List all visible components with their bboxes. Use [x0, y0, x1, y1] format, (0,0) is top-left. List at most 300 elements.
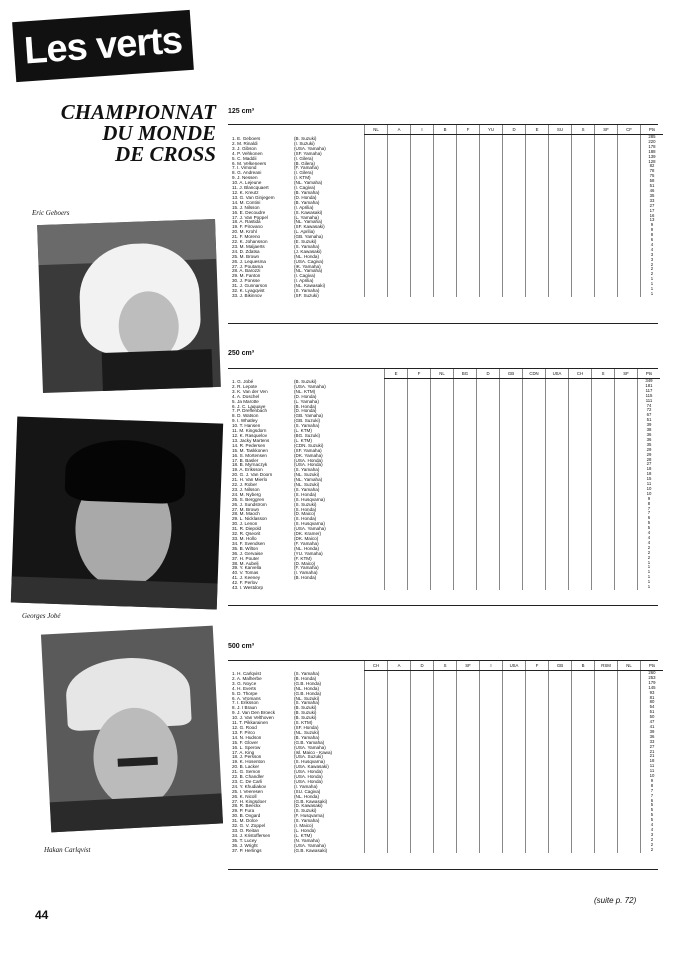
rider-team: (B. Yamaha)	[294, 199, 320, 205]
points-cell: 2	[641, 263, 664, 268]
rider-name: 26. K. Nicoll	[232, 793, 257, 799]
headline-line-1: CHAMPIONNAT	[60, 100, 216, 124]
rider-name: 33. M. Hollo	[232, 536, 257, 541]
race-cell	[503, 292, 526, 297]
rider-team: (S. Yamaha)	[294, 671, 320, 676]
headline-line-2: DU MONDE	[102, 121, 216, 145]
rider-name: 15. J. Nilsson	[232, 204, 260, 210]
points-cell: 139	[641, 155, 664, 160]
rider-team: (S. KTM)	[294, 720, 313, 726]
continued-note: (suite p. 72)	[594, 896, 637, 905]
rider-team: (S. Honda)	[294, 506, 317, 512]
column-header: SF	[615, 369, 638, 379]
caption-hakan-carlqvist: Hakan Carlqvist	[44, 846, 91, 854]
column-header: F	[526, 661, 549, 671]
rider-team: (B. Suzuki)	[294, 715, 317, 721]
points-cell: 47	[641, 720, 664, 725]
rider-team: (L. Yamaha)	[294, 214, 319, 220]
rider-team: (D. Kawasaki)	[294, 803, 323, 809]
race-cell	[431, 585, 454, 590]
rider-name: 17. J. Van Poppel	[232, 214, 268, 220]
rider-name: 8. J. I Braun	[232, 705, 257, 711]
rider-team: (Isl. Maico - Kawa)	[294, 749, 333, 755]
rider-name: 26. J. Sundstrom	[232, 501, 267, 507]
rider-name: 36. J. Wright	[232, 842, 258, 848]
rider-name: 34. F. Svendsen	[232, 540, 265, 546]
photo-georges-jobe	[11, 416, 223, 609]
points-cell: 2	[641, 843, 664, 848]
rider-team: (NL. Honda)	[294, 793, 320, 799]
column-header: CF	[618, 125, 641, 135]
rider-team: (S. Yamaha)	[294, 467, 320, 473]
results-table-125	[364, 125, 663, 297]
rider-team: (S. Honda)	[294, 491, 317, 497]
rider-name: 2. R. Lepote	[232, 383, 258, 389]
rider-team: (SF. Yamaha)	[294, 447, 322, 453]
column-header: USA	[503, 661, 526, 671]
rider-team: (SF. Honda)	[294, 724, 319, 730]
section-title-125: 125 cm³	[228, 108, 255, 115]
rider-name: 11. M. Kingsdorn	[232, 428, 267, 434]
column-header: I	[411, 125, 434, 135]
points-cell: 2	[641, 838, 664, 843]
points-cell: 1	[638, 565, 661, 570]
rider-name: 18. A. Rastida	[232, 219, 261, 225]
race-cell	[615, 585, 638, 590]
rider-team: (USA. Honda)	[294, 774, 323, 780]
column-header: SF	[457, 661, 480, 671]
points-cell: 6	[638, 516, 661, 521]
rider-name: 22. K. Johansson	[232, 239, 268, 245]
points-cell: 9	[638, 497, 661, 502]
race-cell	[385, 585, 408, 590]
rider-team: (D. Maico)	[294, 511, 316, 517]
race-cell	[477, 585, 500, 590]
points-cell: 27	[638, 462, 661, 467]
race-cell	[408, 585, 431, 590]
rider-name: 27. H. Kingsdoer	[232, 798, 267, 804]
points-cell: 3	[641, 258, 664, 263]
rider-name: 1. G. Jobé	[232, 379, 254, 384]
rider-name: 10. J. Van Velthoven	[232, 715, 274, 721]
points-cell: 1	[638, 561, 661, 566]
rider-team: (G.B. Kawasaki)	[294, 798, 328, 804]
rider-name: 32. K. Lyagqvist	[232, 288, 265, 294]
rider-team: (B. Yamaha)	[294, 734, 320, 740]
rider-team: (SF. Kawasaki)	[294, 224, 325, 230]
rider-name: 12. K. Rasquelov	[232, 432, 267, 438]
column-header: B	[572, 661, 595, 671]
rider-team: (NL. Kawasaki)	[294, 283, 326, 289]
rider-name: 41. J. Keeney	[232, 575, 261, 581]
rider-team: (SF. Suzuki)	[294, 293, 319, 298]
rider-team: (E. Suzuki)	[294, 239, 317, 245]
race-cell	[523, 585, 546, 590]
race-cell	[457, 292, 480, 297]
column-header: CH	[365, 661, 388, 671]
rider-name: 23. M. Maljaerts	[232, 243, 265, 249]
points-cell: 16	[641, 214, 664, 219]
rider-team: (USA. Honda)	[294, 778, 323, 784]
rider-team: (B. Suzuki)	[294, 705, 317, 711]
race-cell	[572, 848, 595, 853]
rider-team: (L. Aprilia)	[294, 229, 315, 235]
rider-name: 2. A. Malherbe	[232, 675, 262, 681]
table-row	[365, 292, 664, 297]
rider-team: (F. KTM)	[294, 555, 312, 561]
rider-name: 4. A. Doschel	[232, 393, 260, 399]
rider-team: (B. Honda)	[294, 575, 317, 581]
section-title-500: 500 cm³	[228, 643, 255, 650]
points-cell: 3	[641, 833, 664, 838]
rider-team: (S. Yamaha)	[294, 700, 320, 706]
points-cell: 4	[641, 823, 664, 828]
team-list-250	[294, 380, 326, 581]
rider-name: 13. G. Van Ginjegem	[232, 194, 275, 200]
rider-list-500	[232, 672, 275, 854]
table-header-row	[385, 369, 661, 379]
points-cell: 6	[641, 238, 664, 243]
rider-name: 30. J. Lenon	[232, 521, 258, 527]
rider-name: 14. N. Hudson	[232, 734, 262, 740]
race-cell	[526, 848, 549, 853]
column-header: SF	[595, 125, 618, 135]
rider-team: (I. Yamaha)	[294, 783, 318, 789]
points-cell: 260	[641, 671, 664, 676]
rider-name: 4. P. Vehkonen	[232, 150, 263, 156]
rider-team: (S. Husqvarna)	[294, 496, 325, 502]
points-cell: 36	[638, 438, 661, 443]
rider-team: (NL. Suzuki)	[294, 482, 320, 488]
rider-team: (F. Yamaha)	[294, 165, 319, 171]
column-header: NL	[431, 369, 454, 379]
column-header: BG	[454, 369, 477, 379]
column-header: RSM	[595, 661, 618, 671]
rider-team: (I. Aprilia)	[294, 278, 314, 284]
points-cell: 13	[641, 218, 664, 223]
rider-name: 10. A. Lejeune	[232, 180, 262, 186]
table-row	[385, 585, 661, 590]
column-header: GB	[500, 369, 523, 379]
rider-name: 43. I. Westdorp	[232, 585, 264, 591]
rider-team: (F. Yamaha)	[294, 565, 319, 571]
points-cell: 29	[638, 448, 661, 453]
points-cell: 2	[641, 848, 664, 853]
points-cell: 349	[638, 379, 661, 384]
points-cell: 2	[638, 546, 661, 551]
points-cell: 4	[641, 248, 664, 253]
rider-name: 22. B. Chandler	[232, 774, 264, 780]
rider-name: 6. M. Velkeneers	[232, 160, 267, 166]
rider-name: 25. I. Veeresen	[232, 788, 263, 794]
rider-team: (NL. Suzuki)	[294, 729, 320, 735]
points-cell: 111	[638, 399, 661, 404]
rider-name: 16. S. Mortensen	[232, 452, 267, 458]
points-cell: 46	[641, 189, 664, 194]
race-cell	[434, 292, 457, 297]
points-cell: 38	[638, 428, 661, 433]
rider-name: 5. C. Maddii	[232, 155, 257, 161]
points-cell: 8	[641, 233, 664, 238]
points-cell: 1	[638, 580, 661, 585]
rider-team: (B. Suzuki)	[294, 710, 317, 716]
rider-name: 20. G. J. Van Doorn	[232, 472, 273, 478]
race-cell	[503, 848, 526, 853]
rider-name: 40. V. Tomas	[232, 570, 259, 576]
rider-team: (B. Yamaha)	[294, 189, 320, 195]
points-cell: 74	[638, 404, 661, 409]
race-cell	[388, 848, 411, 853]
column-header: CH	[569, 369, 592, 379]
rider-team: (L. Yamaha)	[294, 398, 319, 404]
rider-team: (NL. Suzuki)	[294, 695, 320, 701]
race-cell	[592, 585, 615, 590]
rider-team: (USA. Honda)	[294, 457, 323, 463]
rider-team: (L. KTM)	[294, 437, 312, 443]
rider-team: (USA. Suzuki)	[294, 754, 323, 760]
points-cell: 54	[641, 705, 664, 710]
rider-name: 16. E. Decoudre	[232, 209, 266, 215]
rider-name: 29. P. Fura	[232, 808, 255, 814]
points-cell: 145	[641, 686, 664, 691]
rider-name: 9. J. Nessen	[232, 175, 258, 181]
rider-team: (D. Honda)	[294, 408, 317, 414]
points-cell: 27	[641, 204, 664, 209]
rider-name: 9. I. Whatley	[232, 418, 258, 424]
rider-name: 30. B. Ovgard	[232, 813, 261, 819]
rider-team: (DK. Maico)	[294, 536, 319, 541]
rider-team: (S. Yamaha)	[294, 288, 320, 294]
rider-list-125	[232, 137, 275, 299]
rider-team: (GB. Yamaha)	[294, 413, 323, 419]
rider-team: (NL. Honda)	[294, 253, 320, 259]
points-cell: 4	[641, 243, 664, 248]
rider-name: 22. J. Rober	[232, 482, 258, 488]
rider-name: 6. A. Vromans	[232, 695, 261, 701]
table-header-row	[365, 661, 664, 671]
points-cell: 75	[641, 174, 664, 179]
results-table-500	[364, 661, 663, 853]
rider-name: 5. Ja Marotte	[232, 398, 259, 404]
rider-name: 19. K. Hosenton	[232, 759, 265, 765]
rider-team: (S. Husqvarna)	[294, 521, 325, 527]
column-header: B	[434, 125, 457, 135]
points-cell: 10	[638, 492, 661, 497]
points-cell: 7	[641, 794, 664, 799]
race-cell	[618, 292, 641, 297]
rider-team: (NL. Honda)	[294, 685, 320, 691]
rider-team: (I. Aprilia)	[294, 204, 314, 210]
rider-team: (NL. Yamaha)	[294, 180, 323, 186]
points-cell: 3	[641, 253, 664, 258]
column-header: S	[572, 125, 595, 135]
points-cell: 2	[641, 267, 664, 272]
column-header: Pts	[641, 661, 664, 671]
rider-team: (I. Gilera)	[294, 155, 314, 161]
rider-team: (NL. Honda)	[294, 545, 320, 551]
race-cell	[480, 292, 503, 297]
rider-name: 12. G. Rood	[232, 724, 257, 730]
rider-name: 7. I. Vimond	[232, 165, 257, 171]
rider-name: 10. T. Hansen	[232, 423, 261, 429]
points-cell: 18	[638, 467, 661, 472]
rider-team: (B. Gilera)	[294, 160, 315, 166]
points-cell: 18	[641, 759, 664, 764]
rider-name: 19. A. Eriksson	[232, 467, 263, 473]
rider-name: 2. M. Rinaldi	[232, 140, 258, 146]
points-cell: 4	[641, 828, 664, 833]
points-cell: 11	[641, 769, 664, 774]
rider-team: (USA. Yamaha)	[294, 383, 326, 389]
rider-name: 38. M. Aubeli	[232, 560, 259, 566]
rider-name: 24. Y. Khudiakov	[232, 783, 267, 789]
race-cell	[365, 292, 388, 297]
rider-name: 7. I. Eriksson	[232, 700, 259, 706]
rider-team: (S. Yamaha)	[294, 423, 320, 429]
rider-name: 21. G. Semon	[232, 769, 261, 775]
rider-team: (D. Honda)	[294, 194, 317, 200]
column-header: S	[592, 369, 615, 379]
rider-name: 24. M. Nyberg	[232, 491, 261, 497]
points-cell: 9	[641, 228, 664, 233]
rider-team: (GB. Yamaha)	[294, 234, 323, 240]
rider-team: (F. Yamaha)	[294, 540, 319, 546]
rider-team: (YU. Yamaha)	[294, 550, 323, 556]
points-cell: 17	[641, 209, 664, 214]
rider-name: 13. F. Pirco	[232, 729, 255, 735]
rider-name: 33. J. Bikinnov	[232, 293, 262, 298]
rider-team: (B. Honda)	[294, 403, 317, 409]
rider-name: 20. M. Krohl	[232, 229, 257, 235]
rider-team: (USA. Yamaha)	[294, 744, 326, 750]
table-header-row	[365, 125, 664, 135]
points-cell: 5	[641, 813, 664, 818]
rider-team: (D. Maico)	[294, 560, 316, 566]
rider-name: 35. T. Lucey	[232, 837, 257, 843]
column-header: YU	[480, 125, 503, 135]
points-cell: 115	[638, 394, 661, 399]
points-cell: 2	[638, 551, 661, 556]
points-cell: 1	[641, 282, 664, 287]
rider-name: 12. K. Kreutz	[232, 189, 259, 195]
points-cell: 9	[641, 223, 664, 228]
points-cell: 18	[638, 472, 661, 477]
rider-team: (B. Suzuki)	[294, 379, 317, 384]
race-cell	[454, 585, 477, 590]
rider-team: (G.B. Honda)	[294, 680, 322, 686]
column-header: F	[408, 369, 431, 379]
team-list-125	[294, 137, 326, 299]
rider-name: 25. S. Berggren	[232, 496, 265, 502]
points-cell: 51	[638, 418, 661, 423]
rider-name: 37. H. Pouter	[232, 555, 260, 561]
rider-team: (NL. Suzuki)	[294, 472, 320, 478]
points-cell: 51	[641, 184, 664, 189]
race-cell	[365, 848, 388, 853]
points-cell: 27	[641, 745, 664, 750]
points-cell: 15	[638, 477, 661, 482]
column-header: SU	[549, 125, 572, 135]
rider-team: (L. KTM)	[294, 832, 312, 838]
column-header: NL	[365, 125, 388, 135]
points-cell: 8	[638, 502, 661, 507]
rider-team: (S. Yamaha)	[294, 243, 320, 249]
page-number: 44	[35, 908, 49, 922]
rider-name: 18. J. Persson	[232, 754, 262, 760]
rider-team: (IK. Yamaha)	[294, 263, 321, 269]
rider-team: (SU. Cagiva)	[294, 788, 321, 794]
rider-team: (L. Honda)	[294, 828, 316, 833]
column-header: S	[434, 661, 457, 671]
rider-name: 35. B. Wilton	[232, 545, 259, 551]
points-cell: 78	[641, 169, 664, 174]
race-cell	[388, 292, 411, 297]
rider-team: (F. Husqvarna)	[294, 813, 325, 819]
points-cell: 5	[641, 818, 664, 823]
rider-name: 31. M. Dolce	[232, 818, 258, 824]
race-cell	[549, 292, 572, 297]
points-cell: 1	[638, 575, 661, 580]
rider-name: 9. J. Van Den Broeck	[232, 710, 276, 716]
points-cell: 33	[641, 199, 664, 204]
headline	[40, 102, 216, 165]
race-cell	[457, 848, 480, 853]
points-cell: 128	[641, 160, 664, 165]
caption-georges-jobe: Georges Jobé	[22, 612, 61, 620]
points-cell: 5	[641, 803, 664, 808]
column-header: NL	[618, 661, 641, 671]
points-cell: 220	[641, 140, 664, 145]
rider-name: 21. F. Moreno	[232, 234, 261, 240]
rider-team: (NL. Yamaha)	[294, 268, 323, 274]
column-header: F	[457, 125, 480, 135]
points-cell: 93	[641, 691, 664, 696]
points-cell: 4	[638, 536, 661, 541]
points-cell: 11	[641, 764, 664, 769]
points-cell: 285	[641, 135, 664, 140]
points-cell: 7	[638, 511, 661, 516]
points-cell: 9	[641, 779, 664, 784]
rider-team: (USA. Honda)	[294, 462, 323, 468]
rider-name: 31. J. Gunnarson	[232, 283, 268, 289]
column-header: E	[385, 369, 408, 379]
rider-name: 1. H. Carlqvist	[232, 671, 261, 676]
race-cell	[480, 848, 503, 853]
rider-team: (USA. Cagiva)	[294, 258, 324, 264]
points-cell: 21	[641, 750, 664, 755]
rider-name: 27. J. Poutama	[232, 263, 263, 269]
race-cell	[434, 848, 457, 853]
points-cell: 1	[638, 570, 661, 575]
rider-name: 8. G. Andreani	[232, 170, 262, 176]
points-cell: 1	[641, 277, 664, 282]
rider-name: 18. B. Myrnaczyk	[232, 462, 268, 468]
column-header: D	[477, 369, 500, 379]
points-cell: 5	[638, 526, 661, 531]
points-cell: 7	[638, 507, 661, 512]
team-list-500	[294, 672, 332, 854]
points-cell: 41	[641, 725, 664, 730]
points-cell: 5	[638, 521, 661, 526]
rider-team: (S. Suzuki)	[294, 501, 317, 507]
rider-name: 39. Y. Karvella	[232, 565, 262, 571]
rider-team: (DK. Kramer)	[294, 531, 322, 537]
points-cell: 2	[638, 556, 661, 561]
rider-team: (NL. KTM)	[294, 388, 316, 394]
column-header: Pts	[641, 125, 664, 135]
points-cell: 2	[641, 272, 664, 277]
points-cell: 8	[641, 784, 664, 789]
